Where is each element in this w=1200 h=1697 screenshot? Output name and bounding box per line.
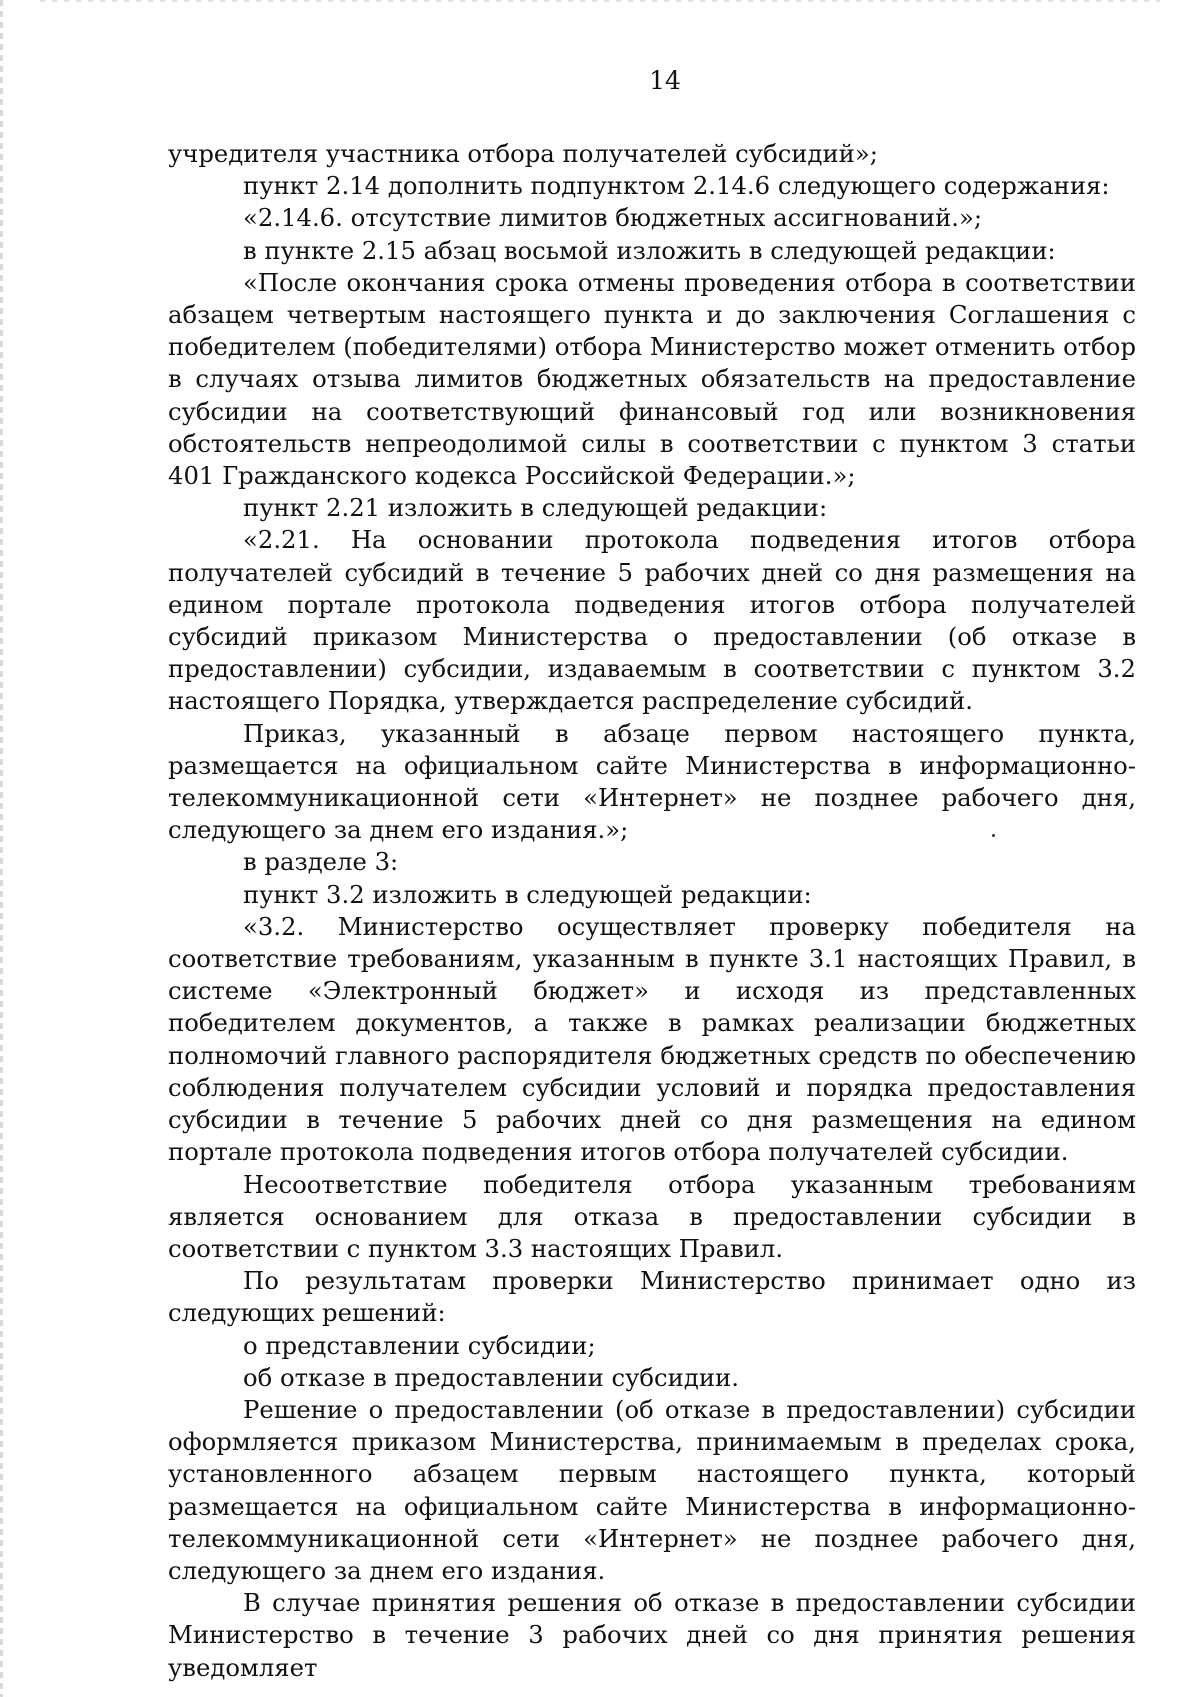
paragraph: По результатам проверки Министерство принимает одно из следующих решений: <box>168 1266 1136 1328</box>
paragraph: пункт 3.2 изложить в следующей редакции: <box>243 879 812 909</box>
scan-edge-left <box>0 0 3 1697</box>
paragraph: «3.2. Министерство осуществляет проверку победителя на соответствие требованиям, указанным в пункте 3.1 настоящих Правил, в системе «Электронный бюджет» и исходя из представленных победителем документов, а также в рамках реализации бюджетных полномочий главного распорядителя бюджетных средств по обеспечению соблюдения получателем субсидии условий и порядка предоставления субсидии в течение 5 рабочих дней со дня размещения на едином портале протокола подведения итогов отбора получателей субсидии. <box>168 911 1136 1167</box>
document-body <box>168 138 1136 1684</box>
paragraph: об отказе в предоставлении субсидии. <box>243 1362 739 1392</box>
paragraph: Несоответствие победителя отбора указанным требованиям является основанием для отказа в предоставлении субсидии в соответствии с пунктом 3.3 настоящих Правил. <box>168 1169 1136 1263</box>
paragraph: «После окончания срока отмены проведения отбора в соответствии абзацем четвертым настоящего пункта и до заключения Соглашения с победителем (победителями) отбора Министерство может отменить отбор в случаях отзыва лимитов бюджетных обязательств на предоставление субсидии на соответствующий финансовый год или возникновения обстоятельств непреодолимой силы в соответствии с пунктом 3 статьи 401 Гражданского кодекса Российской Федерации.»; <box>168 267 1136 491</box>
page-number: 14 <box>649 66 681 95</box>
paragraph: о представлении субсидии; <box>243 1330 596 1360</box>
scan-speck <box>992 834 995 837</box>
paragraph: «2.21. На основании протокола подведения итогов отбора получателей субсидий в течение 5 рабочих дней со дня размещения на едином портале протокола подведения итогов отбора получателей субсидий приказом Министерства о предоставлении (об отказе в предоставлении) субсидии, издаваемым в соответствии с пунктом 3.2 настоящего Порядка, утверждается распределение субсидий. <box>168 525 1136 716</box>
paragraph: Решение о предоставлении (об отказе в предоставлении) субсидии оформляется приказом Министерства, принимаемым в пределах срока, установленного абзацем первым настоящего пункта, который размещается на официальном сайте Министерства в информационно-телекоммуникационной сети «Интернет» не позднее рабочего дня, следующего за днем его издания. <box>168 1394 1136 1585</box>
scan-edge-top <box>40 0 1160 2</box>
paragraph: «2.14.6. отсутствие лимитов бюджетных ассигнований.»; <box>243 203 983 233</box>
paragraph: пункт 2.21 изложить в следующей редакции: <box>243 493 828 523</box>
paragraph: Приказ, указанный в абзаце первом настоящего пункта, размещается на официальном сайте Министерства в информационно-телекоммуникационной сети «Интернет» не позднее рабочего дня, следующего за днем его издания.»; <box>168 718 1136 845</box>
paragraph: в разделе 3: <box>243 847 399 877</box>
paragraph: учредителя участника отбора получателей субсидий»; <box>168 139 878 168</box>
paragraph: пункт 2.14 дополнить подпунктом 2.14.6 следующего содержания: <box>243 171 1110 201</box>
paragraph: в пункте 2.15 абзац восьмой изложить в следующей редакции: <box>243 235 1056 265</box>
paragraph: В случае принятия решения об отказе в предоставлении субсидии Министерство в течение 3 рабочих дней со дня принятия решения уведомляет <box>168 1588 1136 1682</box>
